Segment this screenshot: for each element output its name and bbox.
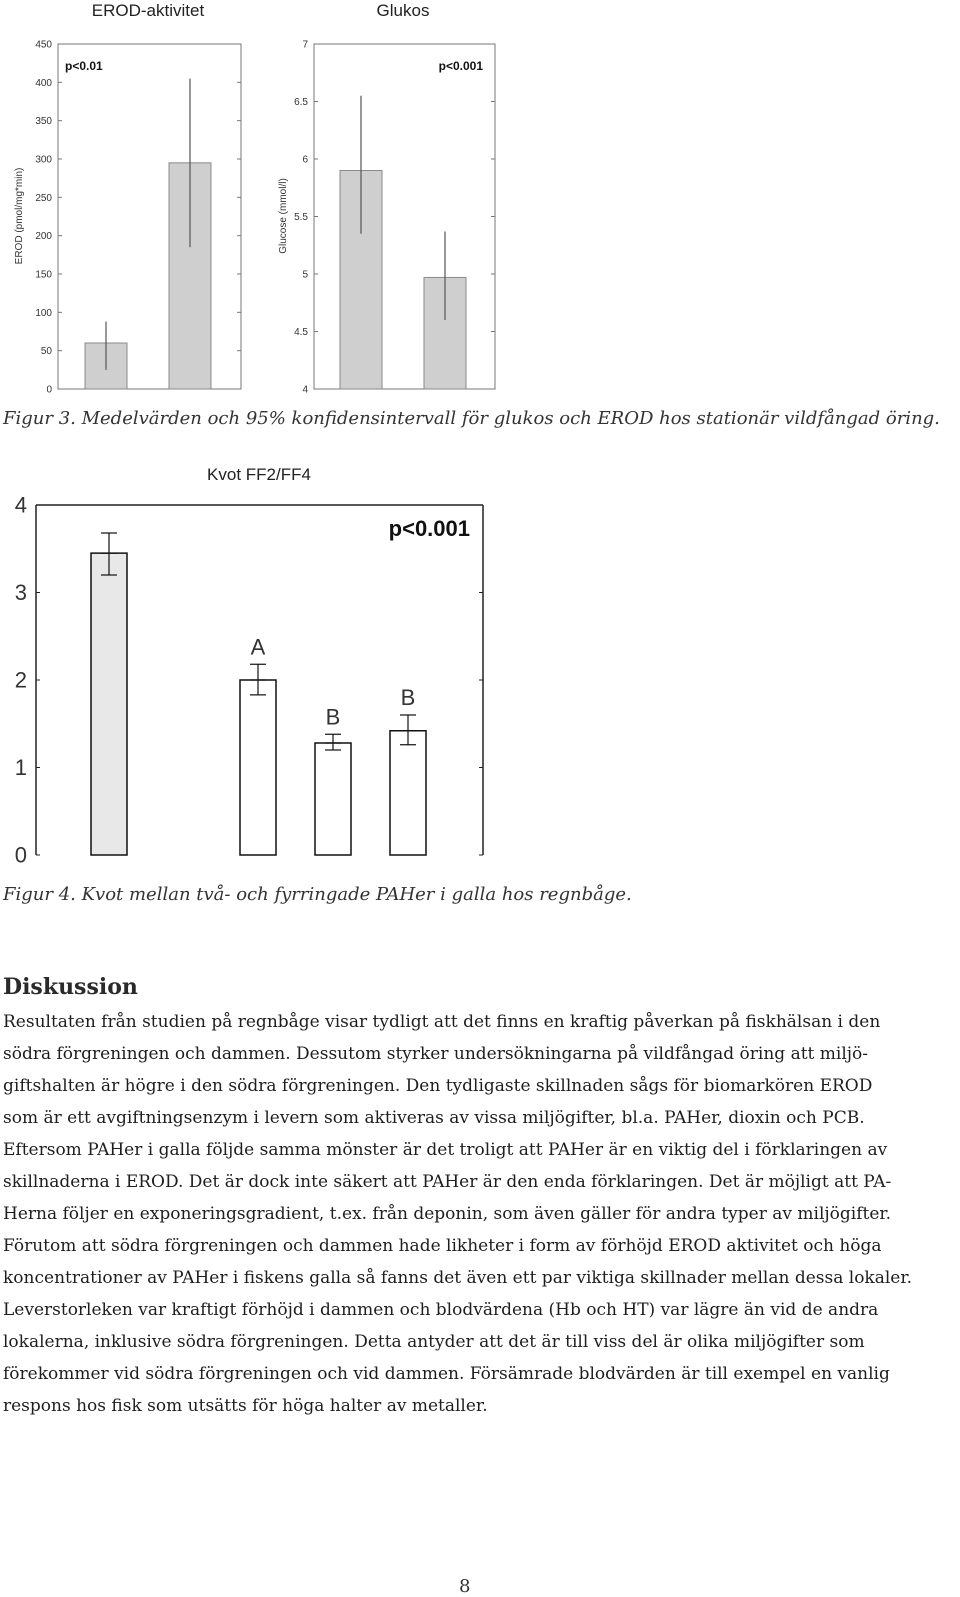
y-tick-label: 1	[14, 755, 27, 781]
y-tick-label: 5.5	[294, 212, 308, 223]
y-tick-label: 400	[35, 77, 52, 89]
page-number: 8	[459, 1576, 471, 1597]
bar	[390, 731, 426, 855]
text-line: Leverstorleken var kraftigt förhöjd i dammen och blodvärdena (Hb och HT) var lägre än vid de andra	[3, 1300, 879, 1320]
text-line: förekommer vid södra förgreningen och vid dammen. Försämrade blodvärden är till exempel en vanlig	[3, 1364, 890, 1384]
y-tick-label: 4	[302, 384, 308, 396]
y-tick-label: 250	[35, 192, 52, 204]
text-line: Eftersom PAHer i galla följde samma mönster är det troligt att PAHer är en viktig del i förklaringen av	[3, 1140, 888, 1160]
p-value-annotation: p<0.001	[388, 516, 470, 541]
y-tick-label: 5	[302, 269, 308, 281]
text-line: skillnaderna i EROD. Det är dock inte säkert att PAHer är den enda förklaringen. Det är möjligt att PA-	[3, 1172, 892, 1192]
group-label: B	[400, 685, 416, 710]
y-tick-label: 0	[14, 842, 27, 868]
bar	[240, 680, 276, 855]
text-line: Resultaten från studien på regnbåge visar tydligt att det finns en kraftig påverkan på fiskhälsan i den	[3, 1012, 881, 1032]
y-tick-label: 200	[35, 231, 52, 243]
text-line: som är ett avgiftningsenzym i levern som aktiveras av vissa miljögifter, bl.a. PAHer, dioxin och PCB.	[3, 1108, 865, 1128]
text-line: giftshalten är högre i den södra förgreningen. Den tydligaste skillnaden sågs för biomarkören EROD	[3, 1076, 873, 1096]
bar	[315, 743, 351, 855]
section-heading: Diskussion	[3, 974, 138, 1000]
y-tick-label: 450	[35, 39, 52, 51]
y-tick-label: 0	[46, 384, 52, 396]
p-value-annotation: p<0.01	[65, 59, 103, 73]
chart-title: Kvot FF2/FF4	[207, 465, 311, 484]
text-line: Herna följer en exponeringsgradient, t.ex. från deponin, som även gäller för andra typer av miljögifter.	[3, 1204, 892, 1224]
y-tick-label: 150	[35, 269, 52, 281]
figure-3-caption: Figur 3. Medelvärden och 95% konfidensintervall för glukos och EROD hos stationär vildfångad öring.	[3, 408, 940, 429]
group-label: A	[250, 634, 266, 660]
figure-4-caption: Figur 4. Kvot mellan två- och fyrringade PAHer i galla hos regnbåge.	[3, 884, 632, 905]
y-tick-label: 100	[35, 307, 52, 319]
y-tick-label: 6	[302, 154, 308, 166]
chart-title: EROD-aktivitet	[91, 1, 205, 20]
y-tick-label: 2	[14, 667, 27, 693]
y-tick-label: 50	[40, 346, 52, 358]
y-tick-label: 3	[14, 580, 27, 606]
y-tick-label: 7	[302, 39, 308, 51]
y-axis-label: EROD (pmol/mg*min)	[14, 167, 25, 265]
y-tick-label: 350	[35, 116, 52, 128]
text-line: södra förgreningen och dammen. Dessutom styrker undersökningarna på vildfångad öring att miljö-	[3, 1044, 869, 1064]
text-line: respons hos fisk som utsätts för höga halter av metaller.	[3, 1396, 488, 1416]
text-line: lokalerna, inklusive södra förgreningen. Detta antyder att det är till viss del är olika miljögifter som	[3, 1332, 865, 1352]
text-line: Förutom att södra förgreningen och dammen hade likheter i form av förhöjd EROD aktivitet och höga	[3, 1236, 882, 1256]
p-value-annotation: p<0.001	[438, 59, 483, 73]
text-line: koncentrationer av PAHer i fiskens galla så fanns det även ett par viktiga skillnader mellan dessa lokaler.	[3, 1268, 913, 1288]
y-tick-label: 4	[14, 492, 27, 518]
y-tick-label: 300	[35, 154, 52, 166]
bar	[91, 553, 127, 855]
chart-title: Glukos	[376, 1, 430, 20]
plot-frame	[58, 44, 241, 389]
group-label: B	[325, 704, 341, 730]
y-tick-label: 6.5	[294, 97, 308, 108]
y-axis-label: Glucose (mmol/l)	[278, 178, 289, 254]
discussion-text	[3, 1006, 943, 1422]
y-tick-label: 4.5	[294, 327, 308, 338]
